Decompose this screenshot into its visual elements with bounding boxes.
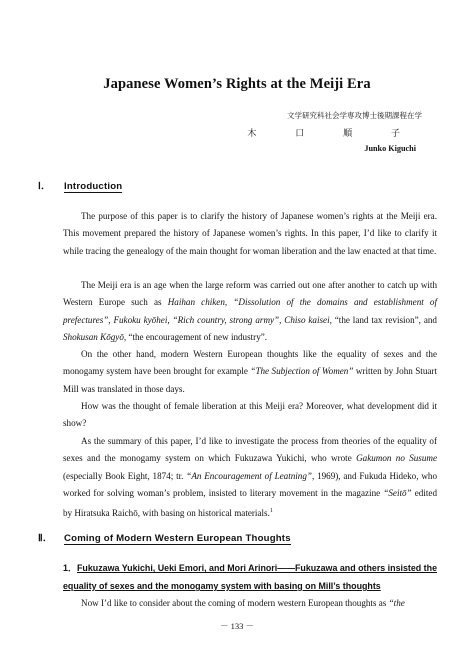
page-number: － 133 － [219, 621, 254, 631]
magazine-title: “Seitō” [383, 488, 412, 499]
section-number: Ⅱ． [38, 533, 53, 544]
footnote-marker[interactable]: 1 [269, 507, 273, 514]
paragraph-text: The purpose of this paper is to clarify the history of Japanese women’s rights at the Meiji era. This movement prepared the history of Japanese women’s rights. In this paper, I’d like to clarify it while tracing the genealogy of the main thought for woman liberation and the law enacted at that time. [63, 211, 437, 256]
paragraph-purpose [63, 208, 437, 260]
paragraph-text: As the summary of this paper, I’d like to investigate the process from theories of the equality of sexes and the monogamy system on which Fukuzawa Yukichi, who wrote [63, 436, 437, 464]
section-label: Coming of Modern Western European Thoughts [64, 533, 291, 544]
section-number: Ⅰ． [38, 181, 51, 192]
paragraph-text: , 1969), and Fukuda Hideko, who worked for solving woman’s problem, insisted to literary movement in the magazine [63, 470, 437, 499]
section-heading-coming-of-thoughts [38, 530, 291, 544]
subsection-heading-fukuzawa [63, 559, 437, 595]
paragraph-summary [63, 433, 437, 522]
paragraph-text: “the encouragement of new industry”. [126, 332, 268, 343]
paragraph-text: How was the thought of female liberation at this Meiji era? Moreover, what development did it show? [63, 401, 437, 429]
paragraph-question [63, 398, 437, 433]
paragraph-western-thoughts [63, 346, 437, 398]
paper-title: Japanese Women’s Rights at the Meiji Era [103, 76, 371, 92]
reform-term: Shokusan Kōgyō, [63, 332, 127, 343]
reform-terms: Haihan chiken, “Dissolution of the domains and establishment of prefectures”, Fukoku kyōhei, “Rich country, strong army”, Chiso kaisei, [63, 297, 437, 325]
section-heading-introduction [38, 178, 122, 192]
paragraph-meiji-era [63, 277, 437, 347]
paragraph-text: edited by Hiratsuka Raichō, with basing on historical materials. [63, 488, 437, 518]
paragraph-text: (especially Book Eight, 1874; tr. [63, 470, 187, 481]
paragraph-text: “the land tax revision”, and [331, 314, 437, 325]
subsection-title: Fukuzawa Yukichi, Ueki Emori, and Mori Arinori――Fukuzawa and others insisted the equality of sexes and the monogamy system with basing on Mill’s thoughts [63, 563, 437, 591]
paragraph-text: written by John Stuart Mill was translated in those days. [63, 366, 437, 394]
paragraph-text: Now I’d like to consider about the coming of modern western European thoughts as [81, 598, 389, 608]
section-label: Introduction [64, 181, 123, 192]
paragraph-text: On the other hand, modern Western European thoughts like the equality of sexes and the monogamy system have been brought for example [63, 349, 437, 377]
book-title: “The Subjection of Women” [250, 366, 354, 377]
author-affiliation: 文学研究科社会学専攻博士後期課程在学 [287, 111, 422, 120]
book-title: “An Encouragement of Leatning” [186, 470, 312, 481]
author-name-japanese: 木 口 順 子 [247, 129, 418, 139]
subsection-number: 1． [63, 563, 77, 573]
paragraph-text: The Meiji era is an age when the large reform was carried out one after another to catch up with Western Europe such as [63, 280, 437, 308]
author-name-english: Junko Kiguchi [364, 144, 416, 153]
paragraph-coming-of-thoughts [63, 595, 437, 612]
quoted-title-start: “the [388, 598, 405, 608]
book-title: Gakumon no Susume [356, 453, 437, 464]
